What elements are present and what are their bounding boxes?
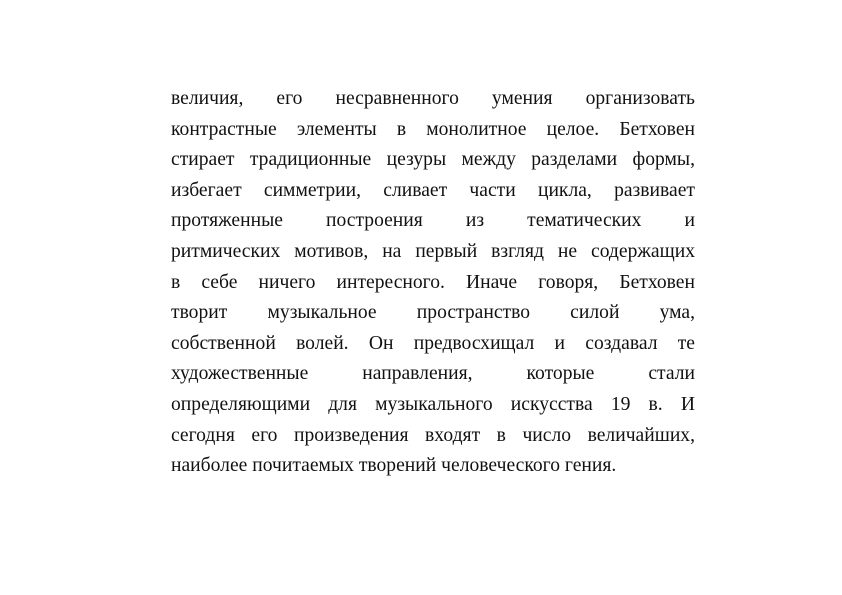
text-line: сегодня его произведения входят в число величайших, <box>171 424 695 446</box>
body-paragraph <box>171 84 695 482</box>
text-line: определяющими для музыкального искусства 19 в. И <box>171 393 695 415</box>
text-line: творит музыкальное пространство силой ума, <box>171 302 695 324</box>
text-line: избегает симметрии, сливает части цикла, развивает <box>171 179 695 201</box>
text-line: художественные направления, которые стали <box>171 363 695 385</box>
text-line: ритмических мотивов, на первый взгляд не содержащих <box>171 240 695 262</box>
text-line: стирает традиционные цезуры между разделами формы, <box>171 149 695 171</box>
text-line: собственной волей. Он предвосхищал и создавал те <box>171 332 695 354</box>
text-line: протяженные построения из тематических и <box>171 210 695 232</box>
text-line: величия, его несравненного умения организовать <box>171 88 695 109</box>
text-line: контрастные элементы в монолитное целое. Бетховен <box>171 118 695 140</box>
text-line: наиболее почитаемых творений человеческого гения. <box>171 455 617 477</box>
text-line: в себе ничего интересного. Иначе говоря, Бетховен <box>171 271 695 293</box>
